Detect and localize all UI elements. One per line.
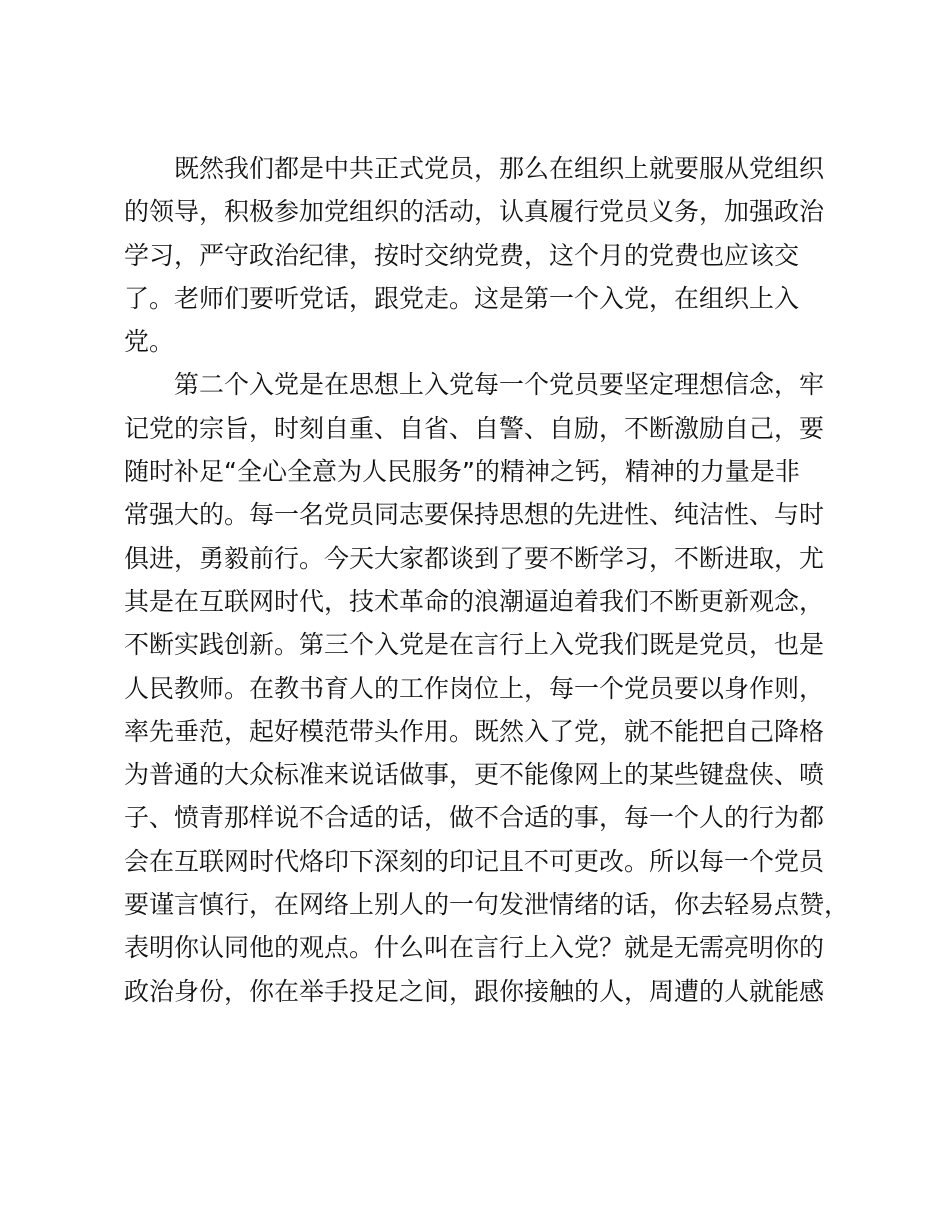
text-line: 表明你认同他的观点。什么叫在言行上入党？就是无需亮明你的: [124, 933, 825, 963]
text-line: 学习，严守政治纪律，按时交纳党费，这个月的党费也应该交: [124, 240, 800, 270]
text-line: 政治身份，你在举手投足之间，跟你接触的人，周遭的人就能感: [124, 976, 825, 1006]
text-line: 随时补足“全心全意为人民服务”的精神之钙，精神的力量是非: [124, 457, 800, 487]
text-line: 会在互联网时代烙印下深刻的印记且不可更改。所以每一个党员: [124, 846, 825, 876]
text-line: 要谨言慎行，在网络上别人的一句发泄情绪的话，你去轻易点赞，: [124, 890, 850, 920]
text-line: 第二个入党是在思想上入党每一个党员要坚定理想信念，牢: [174, 370, 825, 400]
text-line: 其是在互联网时代，技术革命的浪潮逼迫着我们不断更新观念，: [124, 586, 825, 616]
text-line: 党。: [124, 327, 175, 357]
paragraph-2: [124, 363, 850, 1012]
document-body: [124, 147, 850, 1013]
text-line: 的领导，积极参加党组织的活动，认真履行党员义务，加强政治: [124, 197, 825, 227]
text-line: 为普通的大众标准来说话做事，更不能像网上的某些键盘侠、喷: [124, 760, 825, 790]
text-line: 人民教师。在教书育人的工作岗位上，每一个党员要以身作则，: [124, 673, 825, 703]
paragraph-1: [124, 147, 844, 363]
text-line: 了。老师们要听党话，跟党走。这是第一个入党，在组织上入: [124, 283, 800, 313]
text-line: 既然我们都是中共正式党员，那么在组织上就要服从党组织: [174, 154, 825, 183]
text-line: 记党的宗旨，时刻自重、自省、自警、自励，不断激励自己，要: [124, 413, 825, 443]
text-line: 常强大的。每一名党员同志要保持思想的先进性、纯洁性、与时: [124, 500, 825, 530]
text-line: 率先垂范，起好模范带头作用。既然入了党，就不能把自己降格: [124, 716, 825, 746]
text-line: 俱进，勇毅前行。今天大家都谈到了要不断学习，不断进取，尤: [124, 543, 825, 573]
text-line: 不断实践创新。第三个入党是在言行上入党我们既是党员，也是: [124, 630, 825, 660]
text-line: 子、愤青那样说不合适的话，做不合适的事，每一个人的行为都: [124, 803, 825, 833]
